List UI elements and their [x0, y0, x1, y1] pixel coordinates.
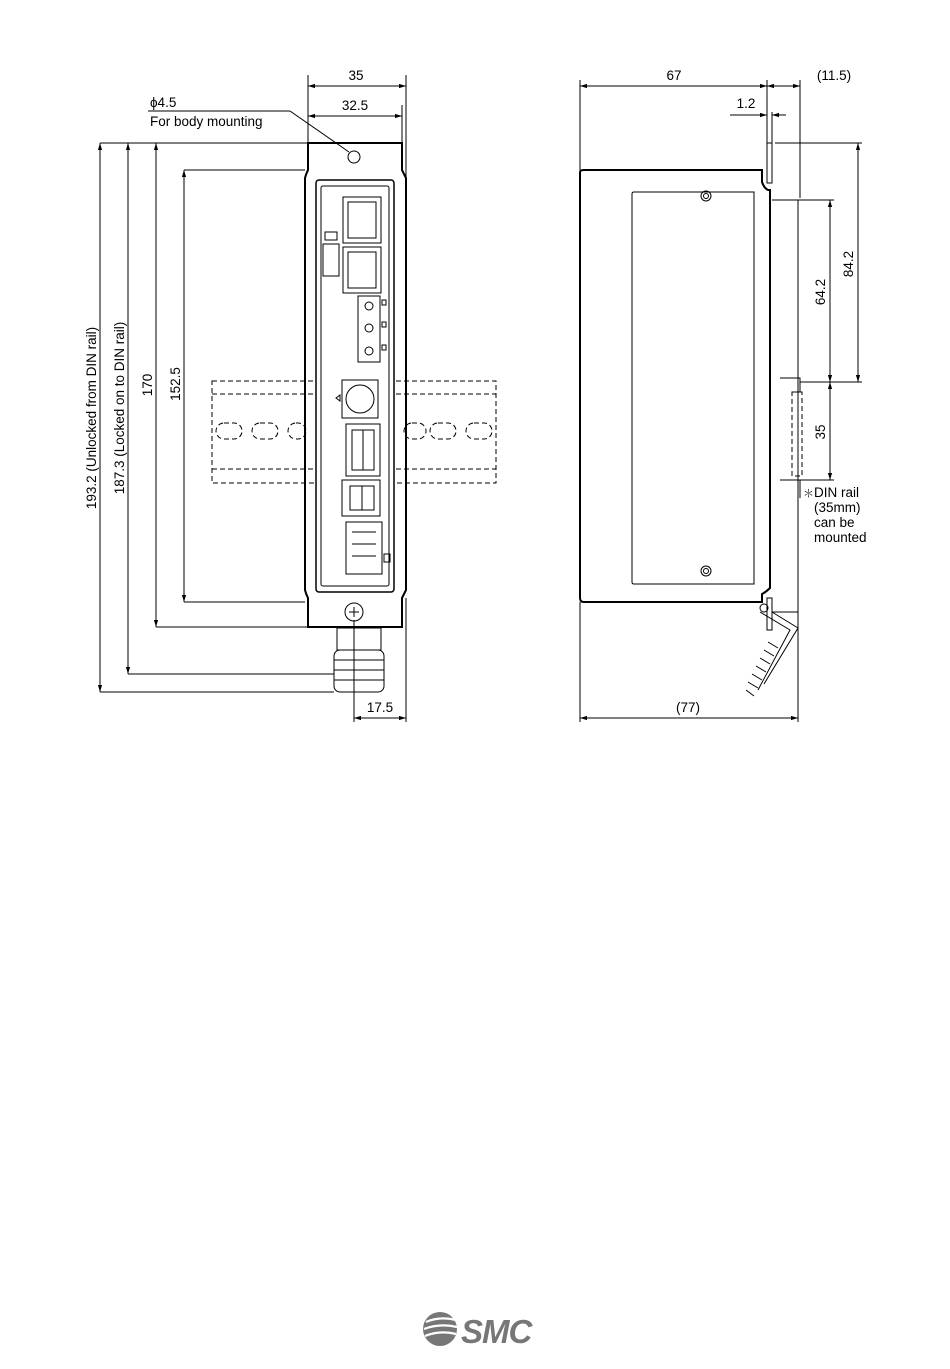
dim-height-193-2: 193.2 (Unlocked from DIN rail) — [84, 326, 99, 510]
dim-bottom-17-5: 17.5 — [366, 700, 394, 715]
dim-hole-diameter: ϕ4.5 — [150, 95, 177, 110]
note-line-4: mounted — [814, 530, 867, 545]
controller-body-side — [580, 143, 802, 696]
dim-height-170: 170 — [140, 373, 155, 397]
dim-depth-11-5: (11.5) — [816, 68, 852, 83]
dim-height-84-2: 84.2 — [841, 250, 856, 278]
note-line-3: can be — [814, 515, 855, 530]
dim-depth-67: 67 — [666, 68, 682, 83]
smc-logo-text: SMC — [461, 1313, 532, 1350]
dim-width-32-5: 32.5 — [341, 98, 369, 113]
smc-logo-emblem — [423, 1312, 457, 1346]
dim-height-64-2: 64.2 — [813, 278, 828, 306]
side-dimension-lines — [580, 80, 862, 722]
dim-gap-1-2: 1.2 — [736, 96, 756, 111]
note-line-2: (35mm) — [814, 500, 861, 515]
side-view — [580, 68, 867, 722]
controller-body-front — [305, 143, 406, 692]
smc-logo — [423, 1312, 534, 1350]
dim-height-187-3: 187.3 (Locked on to DIN rail) — [112, 321, 127, 495]
front-view — [84, 68, 496, 722]
note-line-1: DIN rail — [814, 485, 860, 500]
dim-width-35: 35 — [348, 68, 364, 83]
dim-height-152-5: 152.5 — [168, 367, 183, 401]
note-star: ＊ — [803, 488, 814, 500]
dim-rail-35: 35 — [813, 424, 828, 440]
hole-note: For body mounting — [150, 114, 263, 129]
dim-depth-77: (77) — [675, 700, 701, 715]
